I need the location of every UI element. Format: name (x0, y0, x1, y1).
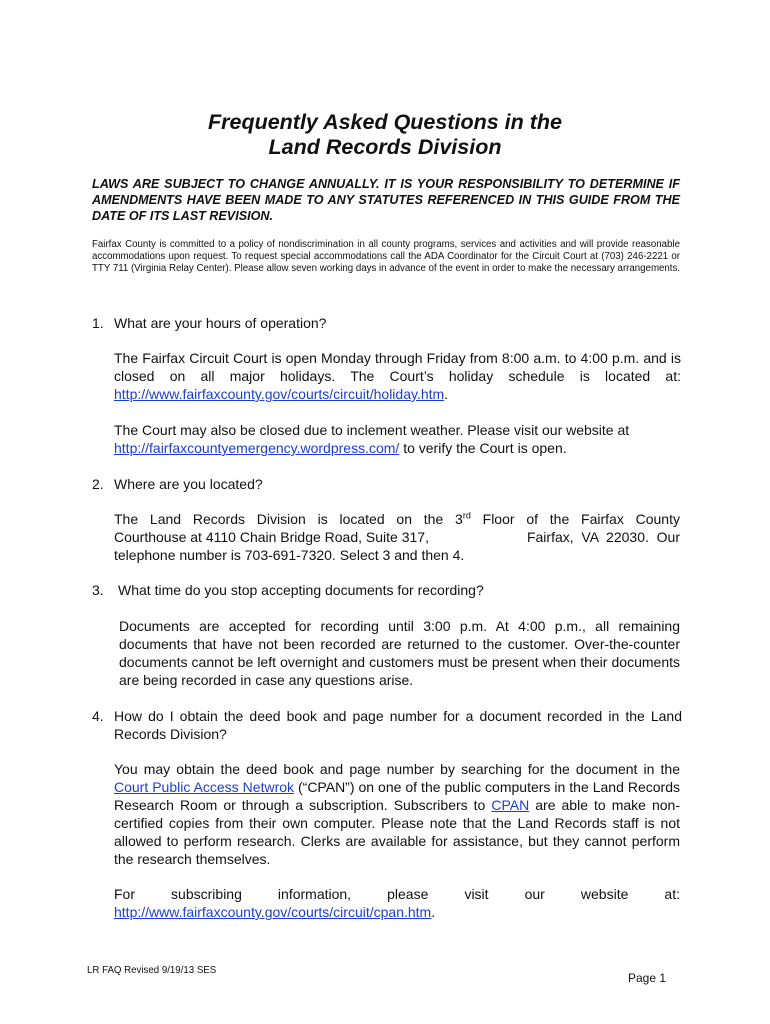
punctuation: . (431, 904, 436, 920)
question-text: What time do you stop accepting documents for recording? (118, 582, 484, 598)
subscribe-text: For subscribing information, please visit our website at: (114, 886, 680, 902)
question-number: 4. (92, 708, 104, 724)
question-4 (92, 707, 682, 743)
question-number: 1. (92, 315, 104, 331)
ordinal-suffix: rd (462, 510, 471, 521)
answer-text: The Land Records Division is located on the 3 (114, 511, 463, 527)
answer-text: The Fairfax Circuit Court is open Monday through Friday from 8:00 a.m. to 4:00 p.m. and is closed on all major holidays. The Court’s holiday schedule is located at: (114, 350, 681, 384)
answer-text: You may obtain the deed book and page number by searching for the document in the (114, 761, 680, 777)
address-text: Courthouse at 4110 Chain Bridge Road, Suite 317, (114, 529, 429, 545)
answer-3: Documents are accepted for recording until 3:00 p.m. At 4:00 p.m., all remaining documents that have not been recorded are returned to the customer. Over-the-counter documents cannot be left overnight and customers must be present when their documents are being recorded in case any questions arise. (119, 618, 680, 688)
question-number: 2. (92, 476, 104, 492)
answer-2 (114, 510, 680, 564)
answer-line-1 (114, 510, 680, 528)
answer-text: are able to make non-certified copies from their own computer. Please note that the Land Records staff is not allowed to perform research. Clerks are available for assistance, but they cannot perform the research themselves. (114, 797, 680, 867)
city-state-zip: Fairfax, VA 22030. Our (526, 529, 680, 545)
title-line-2: Land Records Division (268, 135, 502, 159)
title-line-1: Frequently Asked Questions in the (207, 110, 562, 134)
page-number: Page 1 (628, 971, 667, 985)
question-text: What are your hours of operation? (114, 315, 327, 331)
answer-4-paragraph-1 (114, 760, 680, 868)
answer-line-3: telephone number is 703-691-7320. Select 3 and then 4. (114, 547, 465, 563)
page-title (0, 110, 770, 160)
answer-4-paragraph-2 (114, 885, 680, 921)
cpan-short-link[interactable]: CPAN (491, 797, 530, 813)
ada-notice: Fairfax County is committed to a policy of nondiscrimination in all county programs, services and activities and will provide reasonable accommodations upon request. To request special accommodations call the ADA Coordinator for the Circuit Court at (703) 246-2221 or TTY 711 (Virginia Relay Center). Please allow seven working days in advance of the event in order to make the necessary arrangements. (92, 239, 681, 275)
answer-text-end: to verify the Court is open. (399, 440, 567, 456)
legal-warning: LAWS ARE SUBJECT TO CHANGE ANNUALLY. IT IS YOUR RESPONSIBILITY TO DETERMINE IF AMENDMENTS HAVE BEEN MADE TO ANY STATUTES REFERENCED IN THIS GUIDE FROM THE DATE OF ITS LAST REVISION. (92, 177, 680, 223)
question-number: 3. (92, 582, 104, 598)
answer-1-paragraph-1 (114, 349, 681, 403)
answer-line-2 (114, 528, 680, 546)
cpan-link[interactable]: Court Public Access Netwrok (114, 779, 295, 795)
answer-text: (“CPAN”) on one of the public computers in the Land Records Research Room or through a subscription. Subscribers to (114, 779, 680, 813)
answer-text: Floor of the Fairfax County (470, 511, 680, 527)
punctuation: . (444, 386, 449, 402)
footer-revision: LR FAQ Revised 9/19/13 SES (87, 965, 217, 976)
question-text: How do I obtain the deed book and page number for a document recorded in the Land Records Division? (114, 708, 682, 742)
emergency-website-link[interactable]: http://fairfaxcountyemergency.wordpress.com/ (114, 440, 400, 456)
question-text: Where are you located? (114, 476, 263, 492)
cpan-subscription-link[interactable]: http://www.fairfaxcounty.gov/courts/circuit/cpan.htm (114, 904, 432, 920)
answer-1-paragraph-2 (114, 421, 684, 457)
subscribe-link-line (114, 903, 680, 921)
holiday-schedule-link[interactable]: http://www.fairfaxcounty.gov/courts/circuit/holiday.htm (114, 386, 445, 402)
answer-text: The Court may also be closed due to inclement weather. Please visit our website at (114, 422, 630, 438)
